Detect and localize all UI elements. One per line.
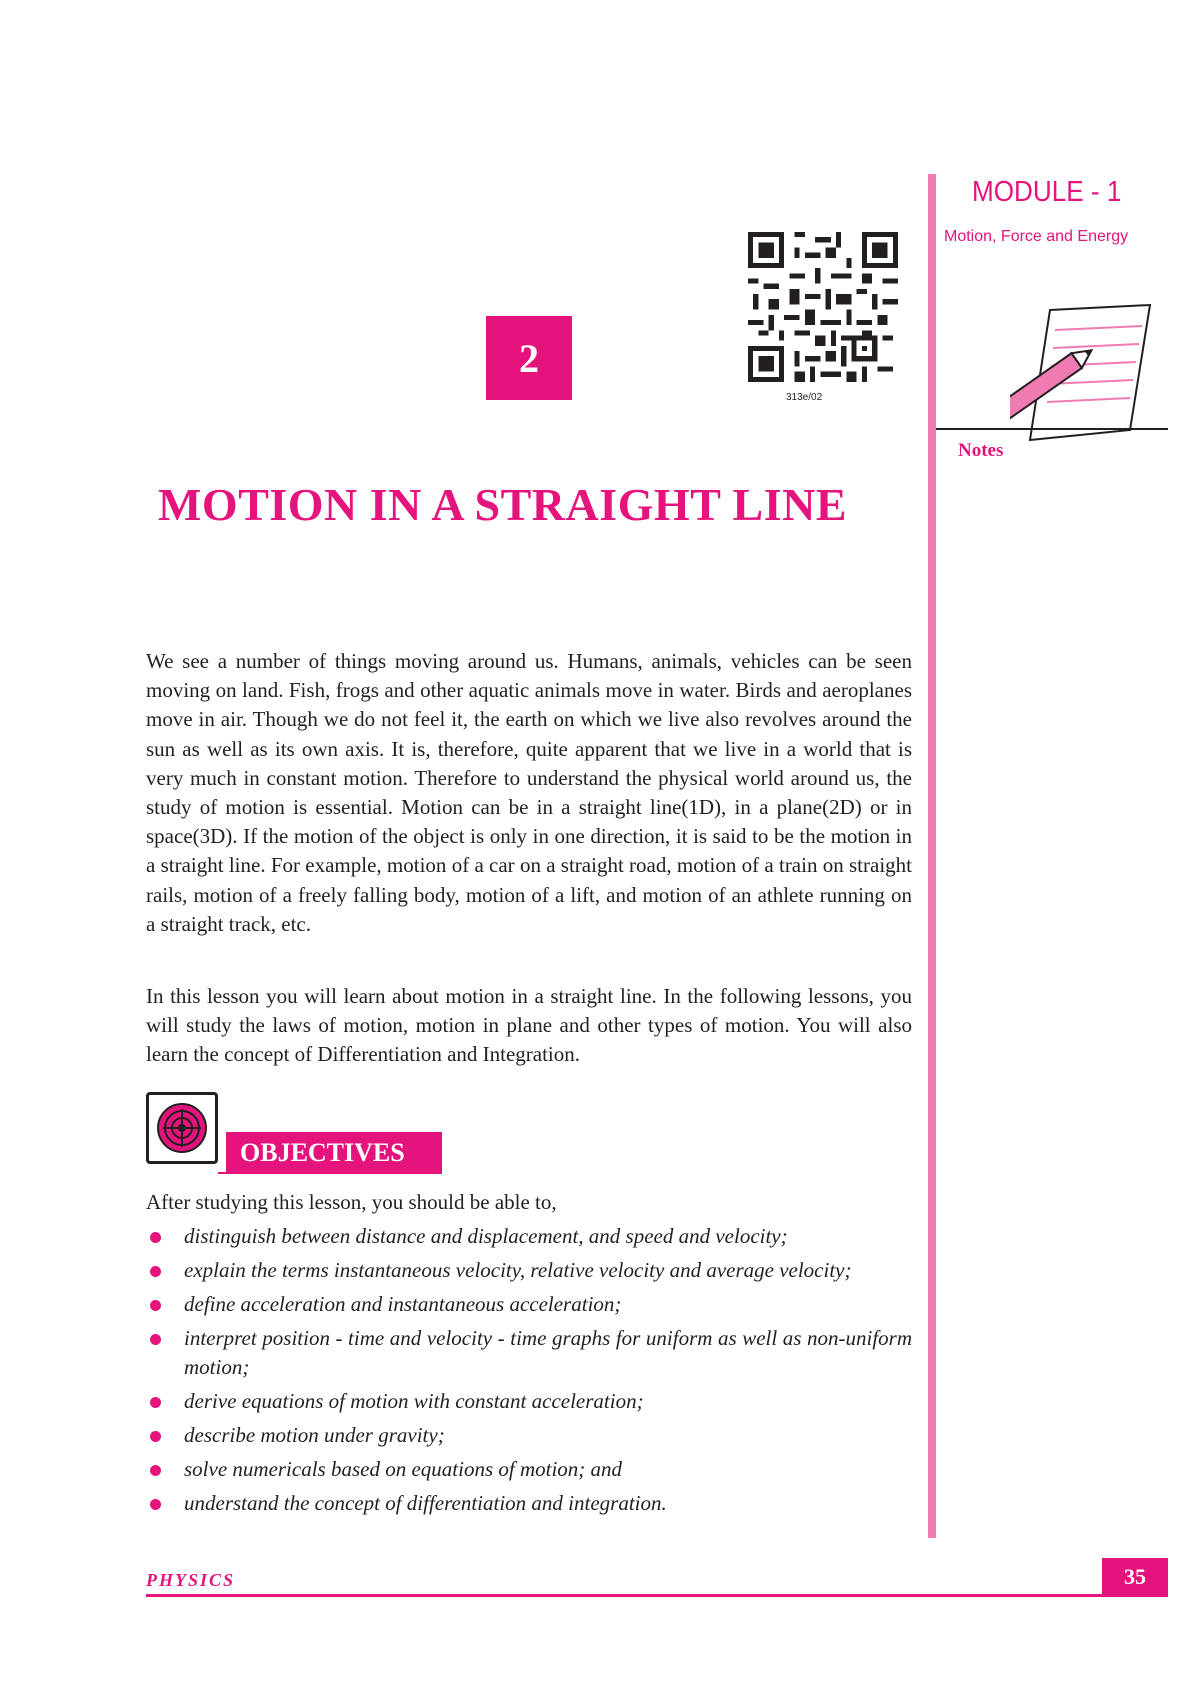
objectives-intro: After studying this lesson, you should be able to, (146, 1190, 557, 1214)
bullet-icon (150, 1266, 161, 1277)
objectives-underline (218, 1172, 442, 1174)
bullet-icon (150, 1465, 161, 1476)
qr-code-icon[interactable] (748, 232, 898, 382)
notes-divider (936, 428, 1168, 430)
bullet-icon (150, 1499, 161, 1510)
list-item: distinguish between distance and displacement, and speed and velocity; (146, 1222, 912, 1251)
qr-code-label: 313e/02 (786, 392, 823, 403)
list-item: describe motion under gravity; (146, 1421, 912, 1450)
footer-subject: PHYSICS (146, 1570, 236, 1590)
intro-paragraph-1: We see a number of things moving around us. Humans, animals, vehicles can be seen moving on land. Fish, frogs and other aquatic animals move in water. Birds and aeroplanes move in air. Though we do not feel it, the earth on which we live also revolves around the sun as well as its own axis. It is, therefore, quite apparent that we live in a world that is very much in constant motion. Therefore to understand the physical world around us, the study of motion is essential. Motion can be in a straight line(1D), in a plane(2D) or in space(3D). If the motion of the object is only in one direction, it is said to be the motion in a straight line. For example, motion of a car on a straight road, motion of a train on straight rails, motion of a freely falling body, motion of a lift, and motion of an athlete running on a straight track, etc. (146, 649, 912, 936)
bullet-icon (150, 1397, 161, 1408)
list-item: interpret position - time and velocity - time graphs for uniform as well as non-uniform motion; (146, 1324, 912, 1382)
list-item: explain the terms instantaneous velocity, relative velocity and average velocity; (146, 1256, 912, 1285)
bullet-icon (150, 1300, 161, 1311)
objectives-target-icon (146, 1092, 218, 1164)
notes-pencil-icon (1010, 290, 1160, 450)
page-number: 35 (1102, 1558, 1168, 1596)
bullet-icon (150, 1232, 161, 1243)
bullet-icon (150, 1334, 161, 1345)
notes-label: Notes (958, 440, 1004, 461)
footer-rule (146, 1594, 1168, 1597)
chapter-title: MOTION IN A STRAIGHT LINE (158, 479, 848, 530)
list-item: derive equations of motion with constant acceleration; (146, 1387, 912, 1416)
module-title: MODULE - 1 (972, 176, 1122, 208)
objectives-list (146, 1222, 912, 1523)
list-item: solve numericals based on equations of motion; and (146, 1455, 912, 1484)
chapter-number: 2 (486, 316, 572, 400)
list-item: understand the concept of differentiation and integration. (146, 1489, 912, 1518)
objectives-heading: OBJECTIVES (226, 1132, 442, 1174)
intro-paragraph-2: In this lesson you will learn about motion in a straight line. In the following lessons, you will study the laws of motion, motion in plane and other types of motion. You will also learn the concept of Differentiation and Integration. (146, 984, 912, 1067)
bullet-icon (150, 1431, 161, 1442)
list-item: define acceleration and instantaneous acceleration; (146, 1290, 912, 1319)
sidebar-divider (928, 174, 936, 1538)
module-subtitle: Motion, Force and Energy (944, 228, 1129, 245)
